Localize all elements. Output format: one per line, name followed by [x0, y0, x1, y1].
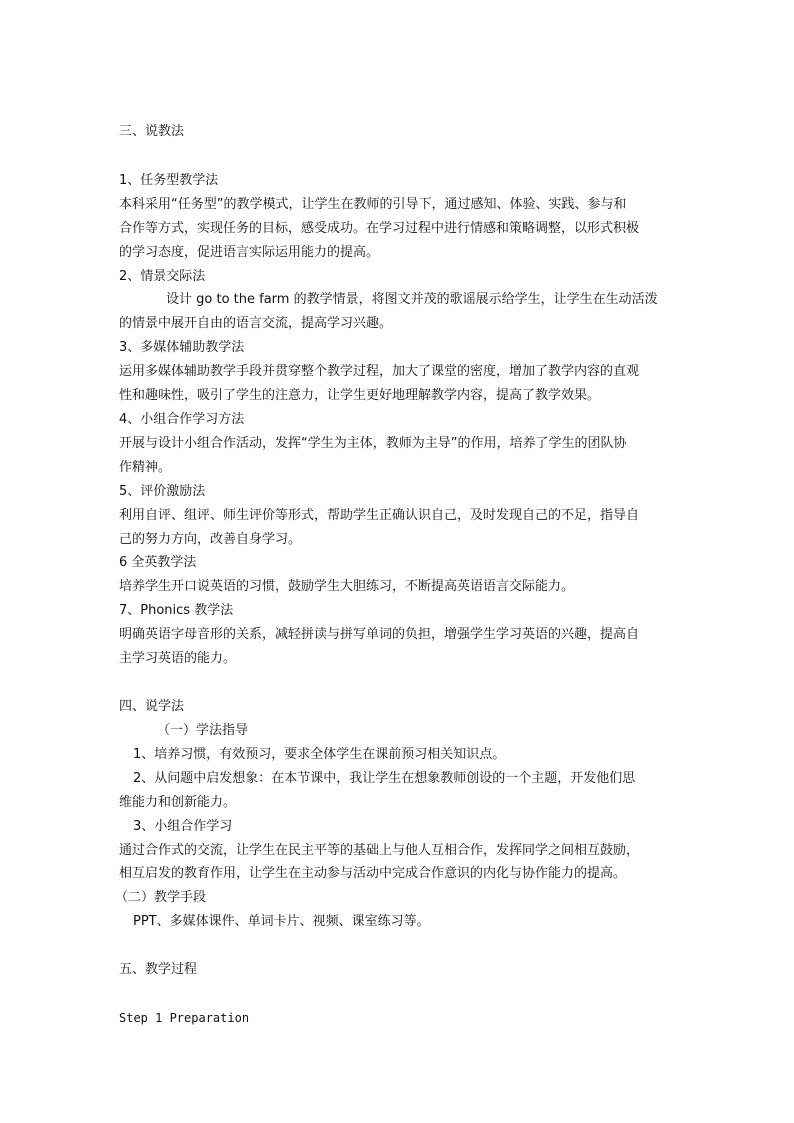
method-7-text-line-2: 主学习英语的能力。 — [119, 651, 237, 666]
method-5-text-line-2: 己的努力方向，改善自身学习。 — [119, 532, 302, 547]
method-2-text-line-2: 的情景中展开自由的语言交流，提高学习兴趣。 — [119, 316, 393, 331]
method-1-text-line-3: 的学习态度，促进语言实际运用能力的提高。 — [119, 245, 380, 260]
section-heading-teaching-process: 五、教学过程 — [119, 962, 198, 977]
learning-guide-item-3-line-1: 通过合作式的交流，让学生在民主平等的基础上与他人互相合作，发挥同学之间相互鼓励， — [119, 843, 640, 858]
method-2-title: 2、情景交际法 — [119, 269, 206, 284]
method-2-text-line-1: 设计 go to the farm 的教学情景，将图文并茂的歌谣展示给学生，让学生在生动活泼 — [166, 292, 658, 307]
method-4-text-line-1: 开展与设计小组合作活动，发挥“学生为主体，教师为主导”的作用，培养了学生的团队协 — [119, 436, 627, 451]
method-5-title: 5、评价激励法 — [119, 484, 206, 499]
section-heading-learning-methods: 四、说学法 — [119, 699, 185, 714]
method-6-text-line-1: 培养学生开口说英语的习惯，鼓励学生大胆练习，不断提高英语语言交际能力。 — [119, 579, 575, 594]
learning-guide-item-2-line-1: 2、从问题中启发想象：在本节课中，我让学生在想象教师创设的一个主题，开发他们思 — [133, 771, 636, 786]
teaching-means-text: PPT、多媒体课件、单词卡片、视频、课室练习等。 — [133, 914, 430, 929]
method-3-title: 3、多媒体辅助教学法 — [119, 340, 245, 355]
learning-guide-title: （一）学法指导 — [157, 723, 249, 738]
method-3-text-line-2: 性和趣味性，吸引了学生的注意力，让学生更好地理解教学内容，提高了教学效果。 — [119, 388, 601, 403]
method-1-text-line-1: 本科采用“任务型”的教学模式，让学生在教师的引导下，通过感知、体验、实践、参与和 — [119, 197, 627, 212]
method-7-text-line-1: 明确英语字母音形的关系，减轻拼读与拼写单词的负担，增强学生学习英语的兴趣，提高自 — [119, 627, 640, 642]
section-heading-teaching-methods: 三、说教法 — [119, 124, 185, 139]
method-7-title: 7、Phonics 教学法 — [119, 603, 234, 618]
method-5-text-line-1: 利用自评、组评、师生评价等形式，帮助学生正确认识自己，及时发现自己的不足，指导自 — [119, 508, 640, 523]
method-1-text-line-2: 合作等方式，实现任务的目标，感受成功。在学习过程中进行情感和策略调整，以形式积极 — [119, 221, 640, 236]
method-4-title: 4、小组合作学习方法 — [119, 412, 245, 427]
method-4-text-line-2: 作精神。 — [119, 460, 172, 475]
step-1-heading: Step 1 Preparation — [119, 1011, 250, 1025]
learning-guide-item-1: 1、培养习惯，有效预习，要求全体学生在课前预习相关知识点。 — [133, 747, 506, 762]
method-6-title: 6 全英教学法 — [119, 555, 197, 570]
learning-guide-item-3-line-2: 相互启发的教育作用，让学生在主动参与活动中完成合作意识的内化与协作能力的提高。 — [119, 866, 627, 881]
learning-guide-item-3: 3、小组合作学习 — [133, 819, 233, 834]
learning-guide-item-2-line-2: 维能力和创新能力。 — [119, 795, 237, 810]
method-3-text-line-1: 运用多媒体辅助教学手段并贯穿整个教学过程，加大了课堂的密度，增加了教学内容的直观 — [119, 364, 640, 379]
teaching-means-title: （二）教学手段 — [115, 890, 207, 905]
method-1-title: 1、任务型教学法 — [119, 173, 219, 188]
